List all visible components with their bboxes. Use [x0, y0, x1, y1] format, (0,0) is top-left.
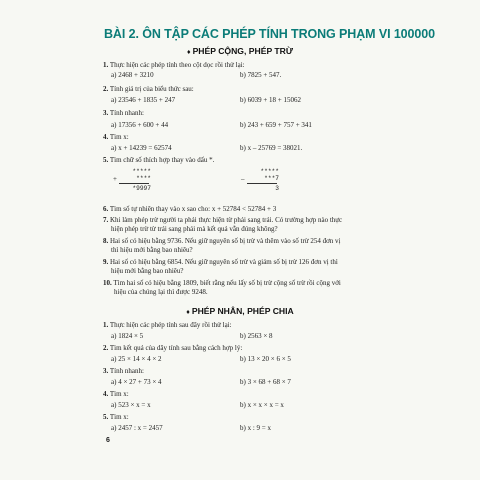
exercise-9 — [103, 258, 403, 277]
exercise-text-line-1: Tìm hai số có hiệu bằng 1809, biết rằng nếu lấy số bị trừ cộng số trừ rồi cộng với — [113, 279, 341, 287]
exercise-number: 6. — [103, 205, 109, 213]
section-heading-multiplication-division — [0, 306, 480, 316]
exercise-2-part-b: b) 6039 + 18 + 15062 — [240, 96, 301, 104]
exercise-number: 2. — [103, 85, 109, 93]
exercise-number: 3. — [103, 367, 109, 375]
exercise-number: 7. — [103, 216, 109, 224]
exercise-4 — [103, 133, 403, 142]
exercise-number: 1. — [103, 321, 109, 329]
exercise-2-part-a: a) 23546 + 1835 + 247 — [111, 96, 176, 104]
page-title: BÀI 2. ÔN TẬP CÁC PHÉP TÍNH TRONG PHẠM VI 100000 — [104, 27, 435, 41]
exercise-5-part-b: b) x : 9 = x — [240, 424, 271, 432]
exercise-text-line-1: Hai số có hiệu bằng 6854. Nếu giữ nguyên số trừ và giảm số bị trừ 126 đơn vị thì — [110, 258, 338, 266]
exercise-1-part-b: b) 2563 × 8 — [240, 332, 273, 340]
exercise-text: Tìm x: — [109, 390, 129, 398]
exercise-5 — [103, 156, 403, 165]
exercise-3-part-a: a) 4 × 27 + 73 × 4 — [111, 378, 162, 386]
exercise-3 — [103, 109, 403, 118]
exercise-text-line-1: Khi làm phép trừ người ta phải thực hiện từ phải sang trái. Có trường hợp nào thực — [110, 216, 343, 224]
puzzle-result: 3 — [275, 185, 279, 192]
exercise-3-part-b: b) 3 × 68 + 68 × 7 — [240, 378, 291, 386]
exercise-text-line-1: Hai số có hiệu bằng 9736. Nếu giữ nguyên số bị trừ và thêm vào số trừ 254 đơn vị — [110, 237, 341, 245]
exercise-2-part-a: a) 25 × 14 × 4 × 2 — [111, 355, 162, 363]
exercise-4-part-b: b) x × x × x = x — [240, 401, 284, 409]
subtraction-puzzle — [247, 168, 279, 192]
exercise-number: 4. — [103, 133, 109, 141]
exercise-number: 4. — [103, 390, 109, 398]
exercise-text-line-2: thì hiệu mới bằng bao nhiêu? — [111, 246, 193, 255]
section-label: PHÉP CỘNG, PHÉP TRỪ — [192, 46, 293, 56]
exercise-2 — [103, 85, 403, 94]
exercise-text: Tìm x: — [109, 413, 129, 421]
exercise-number: 8. — [103, 237, 109, 245]
exercise-text: Thực hiện các phép tính theo cột dọc rồi thử lại: — [109, 61, 245, 69]
difference-line — [247, 183, 277, 184]
exercise-4 — [103, 390, 403, 399]
plus-sign: + — [113, 175, 117, 183]
exercise-text: Tìm kết quả của dãy tính sau bằng cách hợp lý: — [109, 344, 243, 352]
exercise-5-part-a: a) 2457 : x = 2457 — [111, 424, 163, 432]
minus-sign: – — [241, 175, 245, 183]
exercise-1 — [103, 321, 403, 330]
puzzle-result: *9997 — [132, 185, 151, 192]
exercise-text: Tìm x: — [109, 133, 129, 141]
diamond-icon: ♦ — [187, 49, 191, 56]
exercise-1 — [103, 61, 403, 70]
exercise-number: 2. — [103, 344, 109, 352]
puzzle-middle: **** — [136, 175, 151, 182]
exercise-2-part-b: b) 13 × 20 × 6 × 5 — [240, 355, 291, 363]
exercise-number: 9. — [103, 258, 109, 266]
section-label: PHÉP NHÂN, PHÉP CHIA — [191, 306, 294, 316]
exercise-number: 10. — [103, 279, 112, 287]
exercise-7 — [103, 216, 403, 235]
exercise-text: Tìm chữ số thích hợp thay vào dấu *. — [109, 156, 215, 164]
exercise-6 — [103, 205, 403, 214]
exercise-text: Thực hiện các phép tính sau đây rồi thử lại: — [109, 321, 232, 329]
exercise-number: 5. — [103, 156, 109, 164]
exercise-text: Tính nhanh: — [109, 367, 144, 375]
exercise-text: Tính giá trị của biểu thức sau: — [109, 85, 194, 93]
exercise-1-part-a: a) 1824 × 5 — [111, 332, 144, 340]
exercise-number: 5. — [103, 413, 109, 421]
exercise-10 — [103, 279, 403, 298]
exercise-text-line-2: hiệu mới bằng bao nhiêu? — [111, 267, 184, 276]
section-heading-addition-subtraction — [0, 46, 480, 56]
exercise-text: Tính nhanh: — [109, 109, 144, 117]
diamond-icon: ♦ — [186, 309, 190, 316]
addition-puzzle — [119, 168, 151, 192]
exercise-1-part-a: a) 2468 + 3210 — [111, 71, 154, 79]
puzzle-top: ***** — [260, 168, 279, 175]
sum-line — [119, 183, 149, 184]
exercise-4-part-b: b) x – 25769 = 38021. — [240, 144, 303, 152]
exercise-4-part-a: a) x + 14239 = 62574 — [111, 144, 172, 152]
exercise-3 — [103, 367, 403, 376]
puzzle-middle: ***7 — [264, 175, 279, 182]
exercise-text: Tìm số tự nhiên thay vào x sao cho: x + 52784 < 52784 + 3 — [109, 205, 277, 213]
page-number: 6 — [106, 437, 110, 444]
exercise-4-part-a: a) 523 × x = x — [111, 401, 151, 409]
exercise-text-line-2: hiện phép trừ từ trái sang phải mà kết quả vẫn đúng không? — [111, 225, 278, 234]
exercise-5 — [103, 413, 403, 422]
exercise-text-line-2: hiệu của chúng lại thì được 9248. — [114, 288, 208, 297]
exercise-8 — [103, 237, 403, 256]
exercise-number: 3. — [103, 109, 109, 117]
exercise-3-part-a: a) 17356 + 600 + 44 — [111, 121, 169, 129]
puzzle-top: ***** — [132, 168, 151, 175]
exercise-number: 1. — [103, 61, 109, 69]
exercise-1-part-b: b) 7825 + 547. — [240, 71, 282, 79]
exercise-2 — [103, 344, 403, 353]
exercise-3-part-b: b) 243 + 659 + 757 + 341 — [240, 121, 312, 129]
